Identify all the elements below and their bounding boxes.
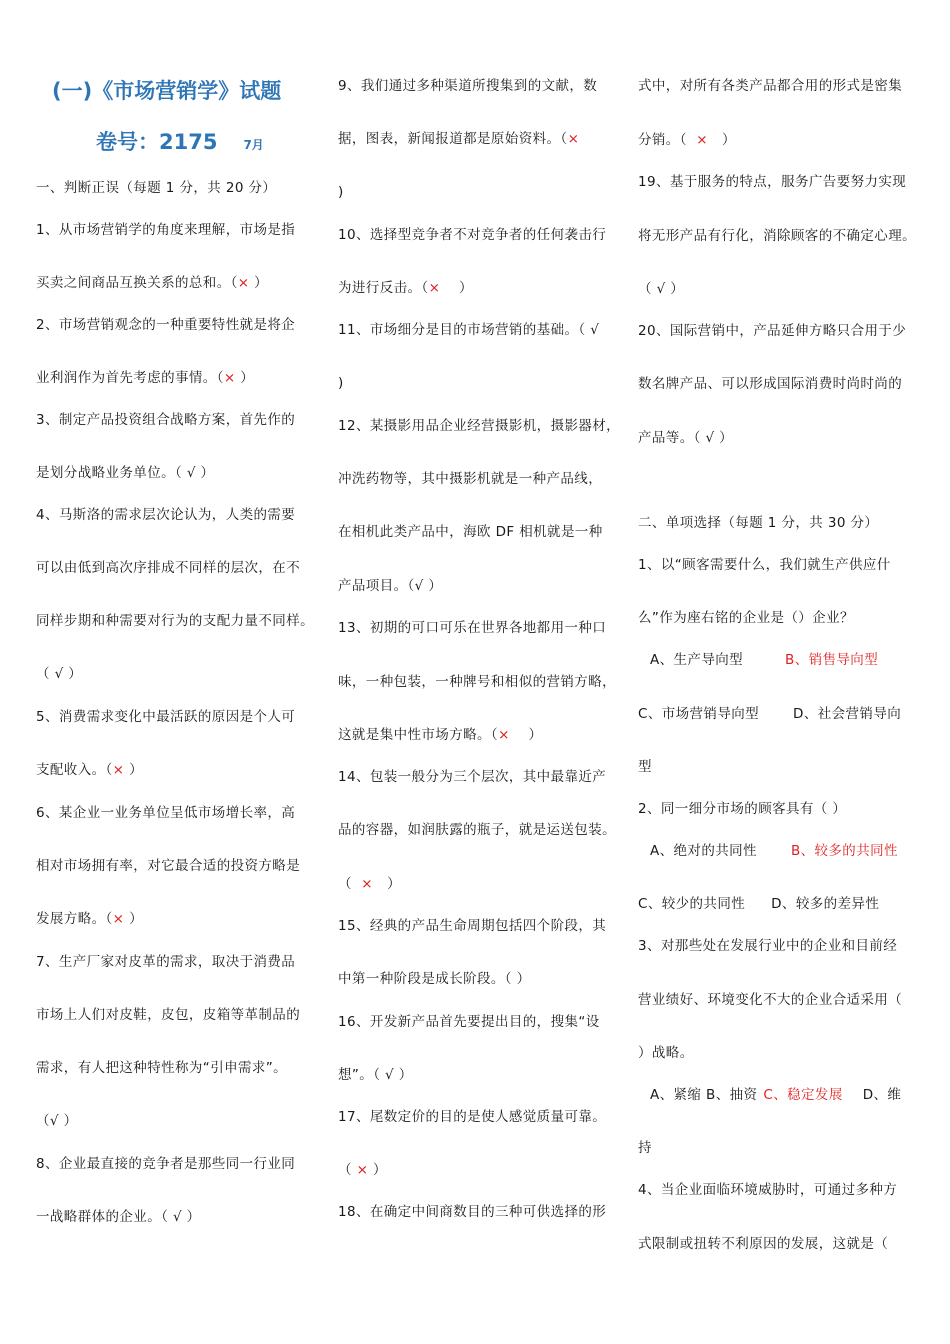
- option-line: A、绝对的共同性 B、较多的共同性: [650, 843, 898, 859]
- text-line: 2、市场营销观念的一种重要特性就是将企: [36, 317, 296, 333]
- paper-number: [96, 126, 264, 156]
- text-line: 持: [638, 1140, 652, 1156]
- answer-mark: ×: [112, 911, 125, 927]
- text-line: 17、尾数定价的目的是使人感觉质量可靠。: [338, 1109, 607, 1125]
- text-line: 10、选择型竞争者不对竞争者的任何袭击行: [338, 227, 607, 243]
- text-line: 在相机此类产品中，海欧 DF 相机就是一种: [338, 524, 603, 540]
- correct-option: B、销售导向型: [785, 652, 879, 668]
- text-line: 20、国际营销中，产品延伸方略只合用于少: [638, 323, 907, 339]
- answer-mark: ×: [223, 370, 236, 386]
- text-line: 4、当企业面临环境威胁时，可通过多种方: [638, 1182, 898, 1198]
- text-line: 相对市场拥有率，对它最合适的投资方略是: [36, 858, 301, 874]
- text-line: 味，一种包装，一种牌号和相似的营销方略，: [338, 674, 616, 690]
- option-line: A、生产导向型 B、销售导向型: [650, 652, 879, 668]
- text-line: 产品等。（ √ ）: [638, 430, 734, 446]
- text-line: 产品项目。（√ ）: [338, 578, 443, 594]
- text-line: 8、企业最直接的竞争者是那些同一行业同: [36, 1156, 296, 1172]
- text-line: 13、初期的可口可乐在世界各地都用一种口: [338, 620, 607, 636]
- answer-mark: ×: [237, 275, 250, 291]
- text-line: 买卖之间商品互换关系的总和。（× ）: [36, 275, 269, 291]
- text-line: 18、在确定中间商数目的三种可供选择的形: [338, 1204, 607, 1220]
- text-line: 15、经典的产品生命周期包括四个阶段，其: [338, 918, 607, 934]
- text-line: 12、某摄影用品企业经营摄影机，摄影器材，: [338, 418, 621, 434]
- text-line: 想”。（ √ ）: [338, 1067, 413, 1083]
- text-line: 3、制定产品投资组合战略方案，首先作的: [36, 412, 296, 428]
- text-line: 分销。（ × ）: [638, 132, 736, 148]
- text-line: （ √ ）: [36, 666, 83, 682]
- answer-mark: ×: [696, 132, 708, 148]
- text-line: 5、消费需求变化中最活跃的原因是个人可: [36, 709, 296, 725]
- text-line: 11、市场细分是目的市场营销的基础。（ √: [338, 322, 600, 338]
- paper-month: 7月: [243, 138, 264, 152]
- text-line: 为进行反击。（× ）: [338, 280, 473, 296]
- section-heading-choice: 二、单项选择（每题 1 分，共 30 分）: [638, 515, 879, 531]
- text-line: （√ ）: [36, 1113, 78, 1129]
- section-heading-judgement: 一、判断正误（每题 1 分，共 20 分）: [36, 180, 277, 196]
- text-line: 4、马斯洛的需求层次论认为，人类的需要: [36, 507, 296, 523]
- text-line: 营业绩好、环境变化不大的企业合适采用（: [638, 992, 903, 1008]
- text-line: 9、我们通过多种渠道所搜集到的文献，数: [338, 78, 598, 94]
- option-line: C、较少的共同性 D、较多的差异性: [638, 896, 880, 912]
- text-line: 3、对那些处在发展行业中的企业和目前经: [638, 938, 898, 954]
- text-line: （ × ）: [338, 1162, 387, 1178]
- correct-option: B、较多的共同性: [790, 843, 898, 859]
- text-line: 1、从市场营销学的角度来理解，市场是指: [36, 222, 296, 238]
- text-line: 7、生产厂家对皮革的需求，取决于消费品: [36, 954, 296, 970]
- text-line: ): [338, 375, 344, 391]
- text-line: 19、基于服务的特点，服务广告要努力实现: [638, 174, 907, 190]
- text-line: 据，图表，新闻报道都是原始资料。（×: [338, 131, 580, 147]
- text-line: 14、包装一般分为三个层次，其中最靠近产: [338, 769, 607, 785]
- text-line: 么”作为座右铭的企业是（）企业？: [638, 610, 854, 626]
- answer-mark: ×: [361, 876, 374, 892]
- text-line: 型: [638, 759, 652, 775]
- text-line: 2、同一细分市场的顾客具有（ ）: [638, 801, 847, 817]
- answer-mark: ×: [567, 131, 580, 147]
- answer-mark: ×: [356, 1162, 369, 1178]
- text-line: 一战略群体的企业。（ √ ）: [36, 1209, 201, 1225]
- text-line: 16、开发新产品首先要提出目的，搜集“设: [338, 1014, 600, 1030]
- text-line: 将无形产品有行化，消除顾客的不确定心理。: [638, 228, 916, 244]
- text-line: 1、以“顾客需要什么，我们就生产供应什: [638, 557, 891, 573]
- text-line: （ × ）: [338, 876, 401, 892]
- text-line: 数名牌产品、可以形成国际消费时尚时尚的: [638, 376, 903, 392]
- answer-mark: ×: [112, 762, 125, 778]
- paper-title: (一)《市场营销学》试题: [52, 79, 282, 103]
- text-line: 业利润作为首先考虑的事情。（× ）: [36, 370, 255, 386]
- answer-mark: ×: [498, 727, 510, 743]
- text-line: ）战略。: [638, 1045, 694, 1061]
- text-line: 6、某企业一业务单位呈低市场增长率，高: [36, 805, 296, 821]
- option-line: C、市场营销导向型 D、社会营销导向: [638, 706, 902, 722]
- answer-mark: ×: [428, 280, 441, 296]
- text-line: 式中，对所有各类产品都合用的形式是密集: [638, 78, 903, 94]
- text-line: 支配收入。（× ）: [36, 762, 143, 778]
- text-line: ): [338, 184, 344, 200]
- text-line: 中第一种阶段是成长阶段。（ ）: [338, 971, 531, 987]
- text-line: 是划分战略业务单位。（ √ ）: [36, 465, 215, 481]
- paper-number-text: 卷号：2175: [96, 130, 218, 154]
- option-line: A、紧缩 B、抽资 C、稳定发展 D、维: [650, 1087, 902, 1103]
- text-line: 市场上人们对皮鞋，皮包，皮箱等革制品的: [36, 1007, 301, 1023]
- correct-option: C、稳定发展: [763, 1087, 843, 1103]
- text-line: 需求，有人把这种特性称为“引申需求”。: [36, 1060, 288, 1076]
- text-line: 同样步期和种需要对行为的支配力量不同样。: [36, 613, 314, 629]
- text-line: 这就是集中性市场方略。（× ）: [338, 727, 543, 743]
- text-line: 发展方略。（× ）: [36, 911, 143, 927]
- text-line: 式限制或扭转不利原因的发展，这就是（: [638, 1236, 889, 1252]
- text-line: 冲洗药物等，其中摄影机就是一种产品线，: [338, 471, 603, 487]
- text-line: 品的容器，如润肤露的瓶子，就是运送包装。: [338, 822, 616, 838]
- text-line: 可以由低到高次序排成不同样的层次，在不: [36, 560, 301, 576]
- text-line: （ √ ）: [638, 281, 685, 297]
